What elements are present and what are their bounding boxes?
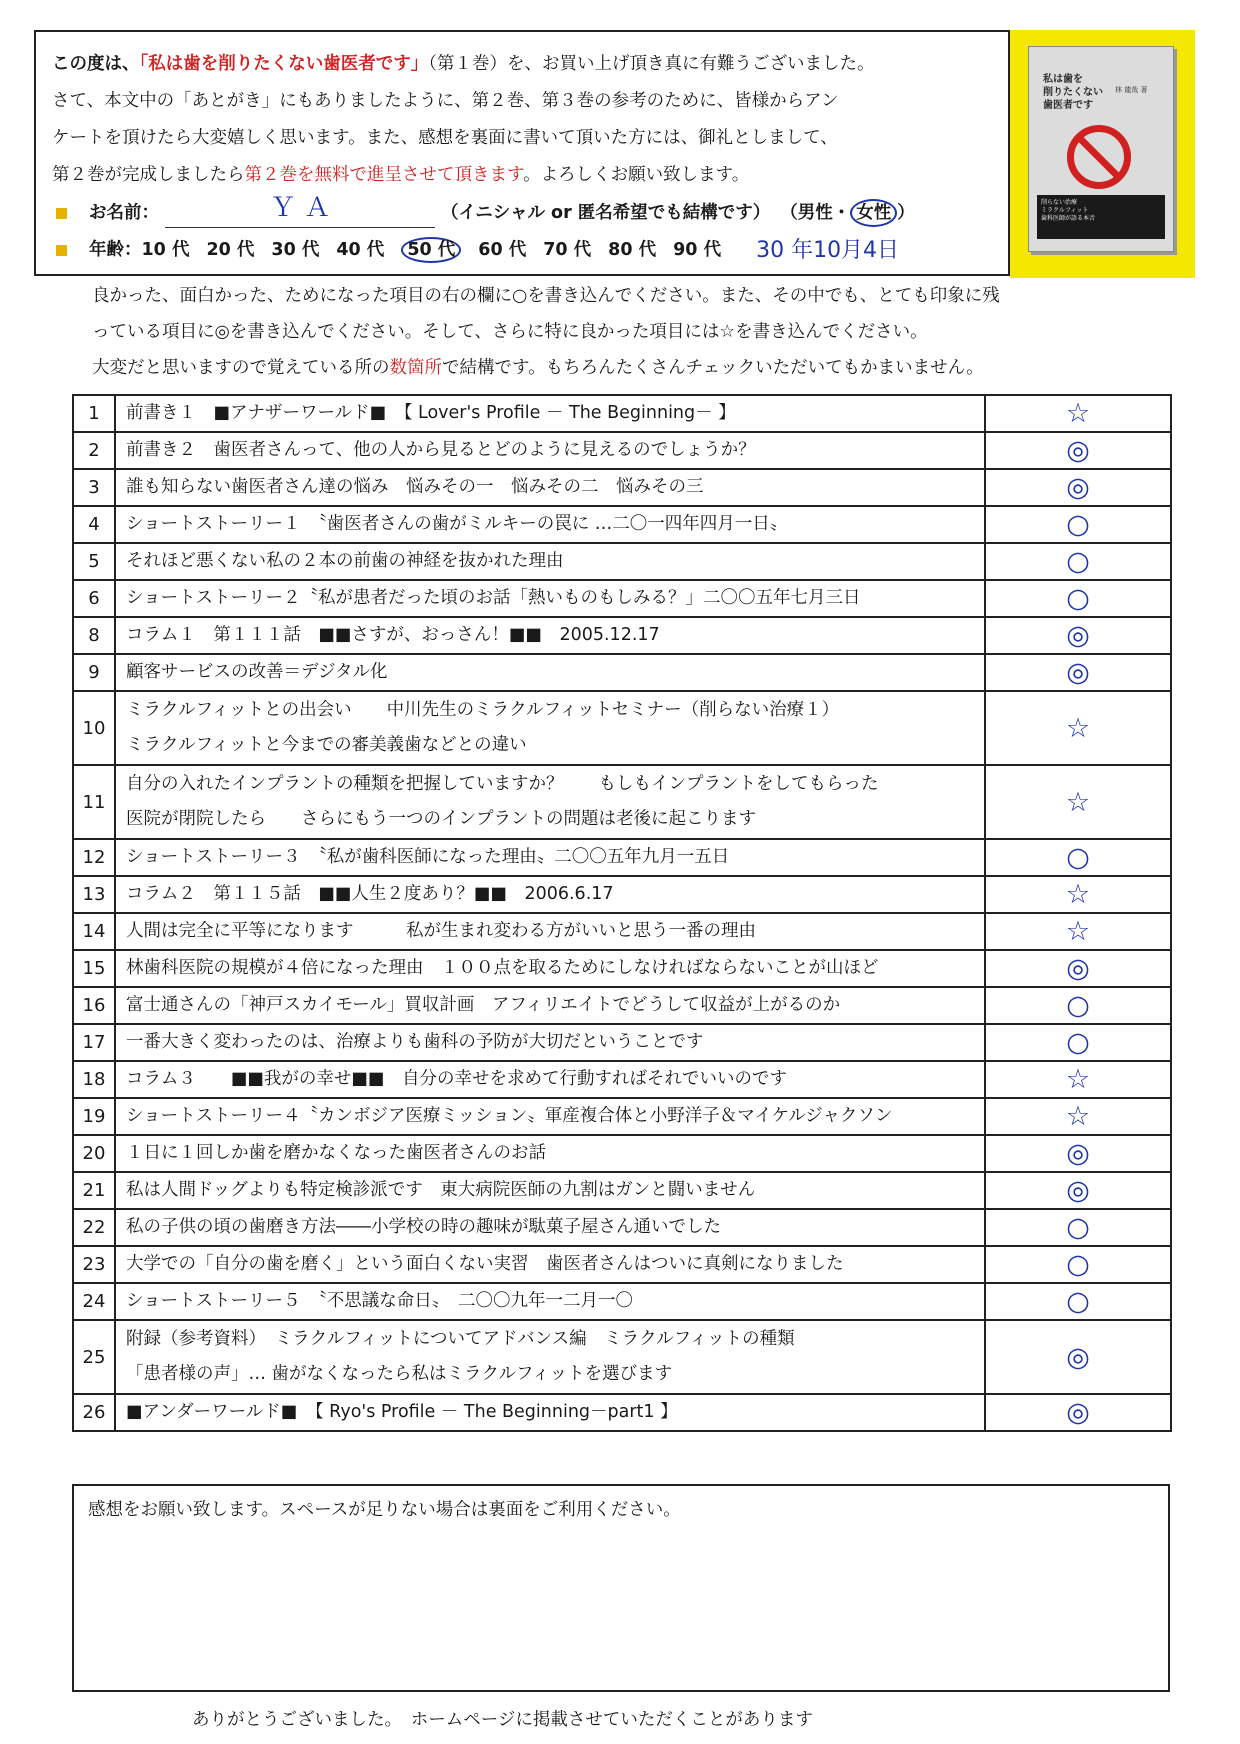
item-title-line: １日に１回しか歯を磨かなくなった歯医者さんのお話 bbox=[126, 1143, 546, 1163]
item-number: 3 bbox=[73, 469, 115, 506]
item-title-line: 富士通さんの「神戸スカイモール」買収計画 アフィリエイトでどうして収益が上がるのか bbox=[126, 995, 841, 1015]
rating-mark-cell[interactable]: ◎ bbox=[985, 1135, 1171, 1172]
item-number: 6 bbox=[73, 580, 115, 617]
book-title-mention: 「私は歯を削りたくない歯医者です」 bbox=[139, 54, 429, 74]
item-title bbox=[115, 765, 985, 839]
rating-mark-cell[interactable]: ◎ bbox=[985, 432, 1171, 469]
rating-mark-cell[interactable]: ○ bbox=[985, 839, 1171, 876]
age-label: 年齢： bbox=[89, 240, 142, 260]
square-bullet-icon bbox=[56, 245, 67, 256]
book-cover-title: 私は歯を 削りたくない 歯医者です bbox=[1043, 74, 1103, 111]
table-row bbox=[73, 765, 1171, 839]
instructions-emphasis: 数箇所 bbox=[389, 358, 442, 378]
comment-box[interactable] bbox=[72, 1484, 1170, 1692]
intro-box bbox=[34, 30, 1010, 276]
instructions-line-3-b: で結構です。もちろんたくさんチェックいただいてもかまいません。 bbox=[442, 358, 984, 378]
item-title-line: 誰も知らない歯医者さん達の悩み 悩みその一 悩みその二 悩みその三 bbox=[126, 477, 704, 497]
item-number: 12 bbox=[73, 839, 115, 876]
item-number: 18 bbox=[73, 1061, 115, 1098]
item-number: 25 bbox=[73, 1320, 115, 1394]
gender-field[interactable] bbox=[780, 195, 915, 232]
item-number: 4 bbox=[73, 506, 115, 543]
table-row bbox=[73, 1283, 1171, 1320]
item-title bbox=[115, 432, 985, 469]
no-drill-emblem-icon bbox=[1067, 125, 1131, 189]
item-number: 5 bbox=[73, 543, 115, 580]
item-title bbox=[115, 654, 985, 691]
item-title bbox=[115, 1320, 985, 1394]
table-row bbox=[73, 469, 1171, 506]
rating-mark-cell[interactable]: ○ bbox=[985, 1283, 1171, 1320]
rating-mark-cell[interactable]: ☆ bbox=[985, 1061, 1171, 1098]
instructions-line-2: っている項目に◎を書き込んでください。そして、さらに特に良かった項目には☆を書き込んでください。 bbox=[92, 322, 928, 342]
gender-selected: 女性 bbox=[850, 199, 897, 227]
item-title bbox=[115, 506, 985, 543]
rating-mark-cell[interactable]: ◎ bbox=[985, 617, 1171, 654]
comment-prompt: 感想をお願い致します。スペースが足りない場合は裏面をご利用ください。 bbox=[88, 1500, 681, 1520]
item-title-line: 私の子供の頃の歯磨き方法――小学校の時の趣味が駄菓子屋さん通いでした bbox=[126, 1217, 721, 1237]
table-row bbox=[73, 876, 1171, 913]
table-row bbox=[73, 617, 1171, 654]
item-number: 1 bbox=[73, 395, 115, 432]
item-title bbox=[115, 950, 985, 987]
table-row bbox=[73, 654, 1171, 691]
item-title-line: ■アンダーワールド■ 【 Ryo's Profile － The Beginning－part1 】 bbox=[126, 1402, 678, 1422]
item-title bbox=[115, 543, 985, 580]
rating-mark-cell[interactable]: ◎ bbox=[985, 1320, 1171, 1394]
rating-mark-cell[interactable]: ○ bbox=[985, 987, 1171, 1024]
square-bullet-icon bbox=[56, 208, 67, 219]
rating-mark-cell[interactable]: ☆ bbox=[985, 765, 1171, 839]
item-title bbox=[115, 1098, 985, 1135]
age-option[interactable]: 80 代 bbox=[608, 240, 657, 260]
intro-line-1 bbox=[52, 46, 994, 83]
rating-mark-cell[interactable]: ○ bbox=[985, 580, 1171, 617]
item-title-line: 人間は完全に平等になります 私が生まれ変わる方がいいと思う一番の理由 bbox=[126, 921, 756, 941]
item-title bbox=[115, 395, 985, 432]
table-row bbox=[73, 950, 1171, 987]
item-title bbox=[115, 1061, 985, 1098]
intro-volume: （第１巻） bbox=[428, 54, 507, 74]
free-offer-text: 第２巻を無料で進呈させて頂きます bbox=[244, 165, 524, 185]
name-row bbox=[52, 194, 994, 232]
age-option[interactable]: 70 代 bbox=[543, 240, 592, 260]
item-title-line: 大学での「自分の歯を磨く」という面白くない実習 歯医者さんはついに真剣になりました bbox=[126, 1254, 844, 1274]
item-number: 10 bbox=[73, 691, 115, 765]
name-label: お名前： bbox=[89, 202, 159, 223]
name-field[interactable]: Ｙ Ａ bbox=[165, 190, 435, 228]
table-row bbox=[73, 987, 1171, 1024]
age-option[interactable]: 90 代 bbox=[673, 240, 722, 260]
item-number: 17 bbox=[73, 1024, 115, 1061]
item-title bbox=[115, 839, 985, 876]
rating-mark-cell[interactable]: ○ bbox=[985, 506, 1171, 543]
item-number: 14 bbox=[73, 913, 115, 950]
table-row bbox=[73, 1394, 1171, 1431]
intro-line-3: ケートを頂けたら大変嬉しく思います。また、感想を裏面に書いて頂いた方には、御礼としまして、 bbox=[52, 128, 838, 148]
table-row bbox=[73, 1135, 1171, 1172]
item-number: 15 bbox=[73, 950, 115, 987]
table-row bbox=[73, 839, 1171, 876]
item-title bbox=[115, 913, 985, 950]
intro-lead: この度は、 bbox=[52, 54, 140, 74]
item-number: 16 bbox=[73, 987, 115, 1024]
date-field[interactable]: 30 年10月4日 bbox=[756, 238, 900, 263]
table-row bbox=[73, 1209, 1171, 1246]
intro-line-4-a: 第２巻が完成しましたら bbox=[52, 165, 245, 185]
item-title-line: 医院が閉院したら さらにもう一つのインプラントの問題は老後に起こります bbox=[126, 809, 756, 829]
item-title-line: ショートストーリー３ 〝私が歯科医師になった理由〟二〇〇五年九月一五日 bbox=[126, 847, 730, 867]
rating-mark-cell[interactable]: ○ bbox=[985, 1024, 1171, 1061]
item-title bbox=[115, 1172, 985, 1209]
item-title-line: ショートストーリー４〝カンボジア医療ミッション〟軍産複合体と小野洋子＆マイケルジャクソン bbox=[126, 1106, 893, 1126]
item-title bbox=[115, 1135, 985, 1172]
item-title bbox=[115, 1283, 985, 1320]
item-title-line: 林歯科医院の規模が４倍になった理由 １００点を取るためにしなければならないことが山ほど bbox=[126, 958, 879, 978]
item-number: 8 bbox=[73, 617, 115, 654]
rating-mark-cell[interactable]: ○ bbox=[985, 1209, 1171, 1246]
rating-mark-cell[interactable]: ☆ bbox=[985, 395, 1171, 432]
rating-mark-cell[interactable]: ☆ bbox=[985, 691, 1171, 765]
item-number: 23 bbox=[73, 1246, 115, 1283]
table-row bbox=[73, 913, 1171, 950]
intro-line-4 bbox=[52, 157, 994, 194]
table-row bbox=[73, 1061, 1171, 1098]
item-title bbox=[115, 617, 985, 654]
item-title-line: ミラクルフィットと今までの審美義歯などとの違い bbox=[126, 735, 527, 755]
item-title-line: 自分の入れたインプラントの種類を把握していますか？ もしもインプラントをしてもらった bbox=[126, 774, 879, 794]
rating-mark-cell[interactable]: ○ bbox=[985, 543, 1171, 580]
item-title bbox=[115, 469, 985, 506]
item-title-line: コラム２ 第１１５話 ■■人生２度あり？■■ 2006.6.17 bbox=[126, 884, 614, 904]
instructions-line-1: 良かった、面白かった、ためになった項目の右の欄に○を書き込んでください。また、その中でも、とても印象に残 bbox=[92, 286, 1000, 306]
instructions-line-3-a: 大変だと思いますので覚えている所の bbox=[92, 358, 390, 378]
rating-mark-cell[interactable]: ◎ bbox=[985, 1172, 1171, 1209]
item-number: 13 bbox=[73, 876, 115, 913]
item-title bbox=[115, 691, 985, 765]
age-option[interactable]: 30 代 bbox=[271, 240, 320, 260]
rating-mark-cell[interactable]: ◎ bbox=[985, 654, 1171, 691]
table-row bbox=[73, 580, 1171, 617]
item-title bbox=[115, 987, 985, 1024]
footer-note: ありがとうございました。 ホームページに掲載させていただくことがあります bbox=[192, 1710, 813, 1730]
rating-mark-cell[interactable]: ◎ bbox=[985, 469, 1171, 506]
item-title bbox=[115, 1246, 985, 1283]
item-number: 22 bbox=[73, 1209, 115, 1246]
item-title-line: それほど悪くない私の２本の前歯の神経を抜かれた理由 bbox=[126, 551, 564, 571]
item-title bbox=[115, 580, 985, 617]
age-option[interactable]: 60 代 bbox=[478, 240, 527, 260]
item-title-line: 前書き１ ■アナザーワールド■ 【 Lover's Profile － The Beginning－ 】 bbox=[126, 403, 736, 423]
table-row bbox=[73, 1172, 1171, 1209]
item-number: 20 bbox=[73, 1135, 115, 1172]
item-title-line: 私は人間ドッグよりも特定検診派です 東大病院医師の九割はガンと闘いません bbox=[126, 1180, 756, 1200]
table-row bbox=[73, 1320, 1171, 1394]
name-note: （イニシャル or 匿名希望でも結構です） bbox=[441, 202, 771, 223]
item-title bbox=[115, 876, 985, 913]
intro-line-1-rest: を、お買い上げ頂き真に有難うございました。 bbox=[507, 54, 875, 74]
age-option[interactable]: 20 代 bbox=[206, 240, 255, 260]
item-number: 11 bbox=[73, 765, 115, 839]
intro-line-2: さて、本文中の「あとがき」にもありましたように、第２巻、第３巻の参考のために、皆様からアン bbox=[52, 91, 839, 111]
book-cover-author: 林 龍哉 著 bbox=[1115, 86, 1148, 94]
table-row bbox=[73, 1098, 1171, 1135]
item-title-line: 前書き２ 歯医者さんって、他の人から見るとどのように見えるのでしょうか？ bbox=[126, 440, 756, 460]
intro-line-4-b: 。よろしくお願い致します。 bbox=[523, 165, 750, 185]
item-title-line: コラム３ ■■我がの幸せ■■ 自分の幸せを求めて行動すればそれでいいのです bbox=[126, 1069, 787, 1089]
item-title bbox=[115, 1394, 985, 1431]
table-row bbox=[73, 1246, 1171, 1283]
rating-mark-cell[interactable]: ☆ bbox=[985, 1098, 1171, 1135]
instructions-line-3 bbox=[92, 350, 1000, 386]
item-title-line: 附録（参考資料） ミラクルフィットについてアドバンス編 ミラクルフィットの種類 bbox=[126, 1329, 795, 1349]
item-title-line: 顧客サービスの改善＝デジタル化 bbox=[126, 662, 388, 682]
table-row bbox=[73, 432, 1171, 469]
table-row bbox=[73, 691, 1171, 765]
table-row bbox=[73, 1024, 1171, 1061]
rating-mark-cell[interactable]: ◎ bbox=[985, 1394, 1171, 1431]
item-title-line: ミラクルフィットとの出会い 中川先生のミラクルフィットセミナー（削らない治療１） bbox=[126, 700, 840, 720]
item-number: 2 bbox=[73, 432, 115, 469]
age-option[interactable]: 50 代 bbox=[401, 237, 461, 263]
item-title bbox=[115, 1024, 985, 1061]
book-cover-band: 削らない治療 ミラクルフィット 歯科医師が語る本音 bbox=[1037, 195, 1165, 239]
table-row bbox=[73, 395, 1171, 432]
item-number: 24 bbox=[73, 1283, 115, 1320]
item-number: 26 bbox=[73, 1394, 115, 1431]
age-option[interactable]: 40 代 bbox=[336, 240, 385, 260]
item-title bbox=[115, 1209, 985, 1246]
item-title-line: 「患者様の声」… 歯がなくなったら私はミラクルフィットを選びます bbox=[126, 1364, 673, 1384]
item-number: 19 bbox=[73, 1098, 115, 1135]
item-number: 21 bbox=[73, 1172, 115, 1209]
instructions bbox=[92, 278, 1000, 386]
gender-open: （男性・ bbox=[780, 202, 851, 223]
item-number: 9 bbox=[73, 654, 115, 691]
item-title-line: ショートストーリー５ 〝不思議な命日〟 二〇〇九年一二月一〇 bbox=[126, 1291, 633, 1311]
age-option[interactable]: 10 代 bbox=[141, 240, 190, 260]
survey-table bbox=[72, 394, 1172, 1432]
book-cover-panel bbox=[1010, 30, 1195, 278]
table-row bbox=[73, 506, 1171, 543]
item-title-line: コラム１ 第１１１話 ■■さすが、おっさん！■■ 2005.12.17 bbox=[126, 625, 660, 645]
age-row bbox=[52, 232, 994, 269]
age-options[interactable] bbox=[142, 232, 739, 269]
rating-mark-cell[interactable]: ☆ bbox=[985, 913, 1171, 950]
gender-close: ） bbox=[897, 202, 915, 223]
item-title-line: ショートストーリー２〝私が患者だった頃のお話「熱いものもしみる？」二〇〇五年七月三日 bbox=[126, 588, 861, 608]
table-row bbox=[73, 543, 1171, 580]
item-title-line: 一番大きく変わったのは、治療よりも歯科の予防が大切だということです bbox=[126, 1032, 704, 1052]
book-cover-image bbox=[1028, 46, 1174, 252]
rating-mark-cell[interactable]: ○ bbox=[985, 1246, 1171, 1283]
rating-mark-cell[interactable]: ◎ bbox=[985, 950, 1171, 987]
item-title-line: ショートストーリー１ 〝歯医者さんの歯がミルキーの罠に …二〇一四年四月一日〟 bbox=[126, 514, 788, 534]
rating-mark-cell[interactable]: ☆ bbox=[985, 876, 1171, 913]
